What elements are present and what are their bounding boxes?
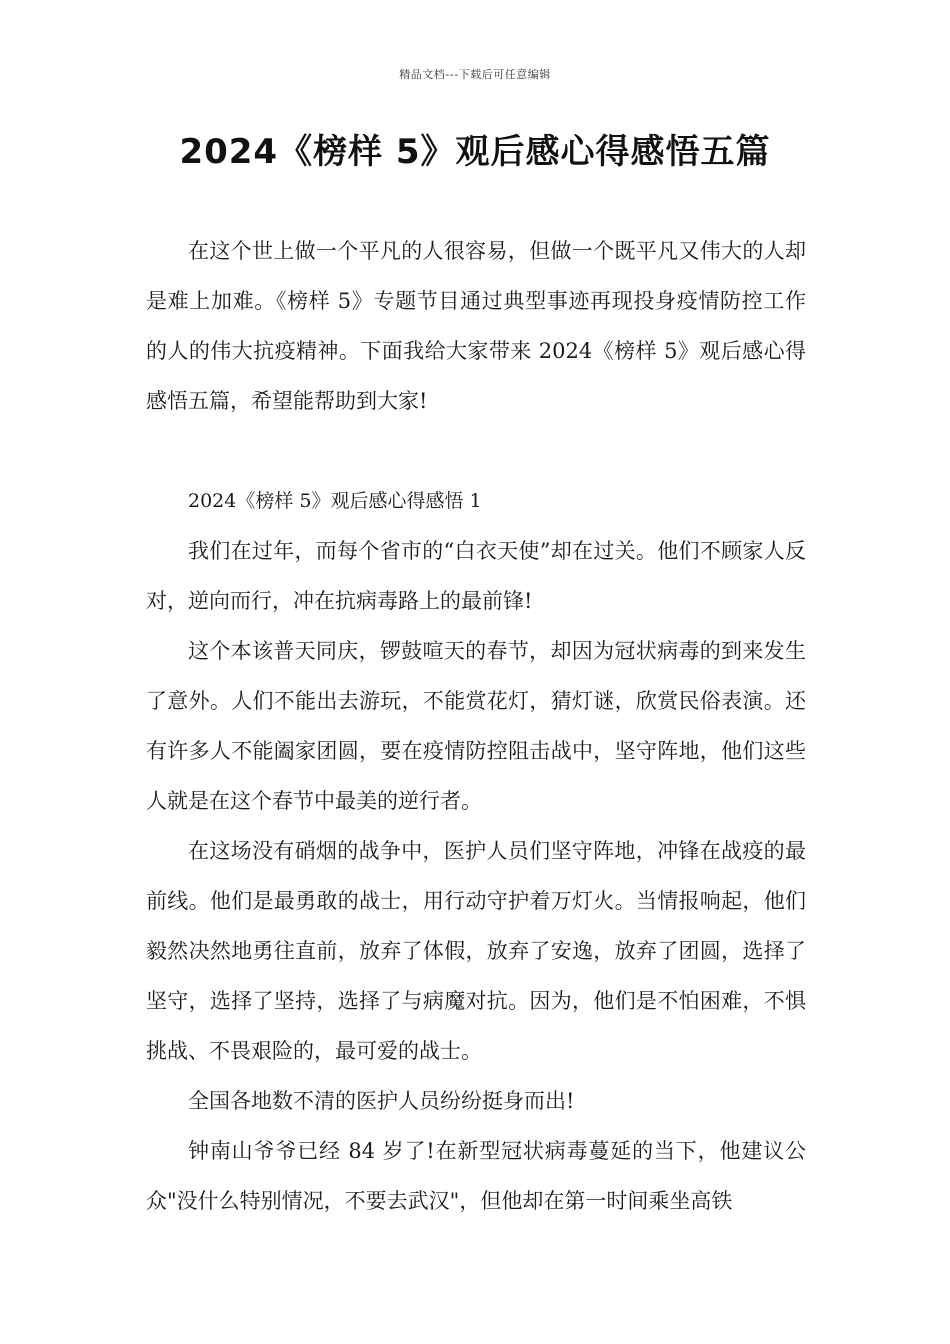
section-heading: 2024《榜样 5》观后感心得感悟 1	[188, 490, 482, 512]
paragraph: 我们在过年，而每个省市的“白衣天使”却在过关。他们不顾家人反对，逆向而行，冲在抗病毒路上的最前锋!	[146, 539, 806, 613]
paragraph: 这个本该普天同庆，锣鼓喧天的春节，却因为冠状病毒的到来发生了意外。人们不能出去游玩，不能赏花灯，猜灯谜，欣赏民俗表演。还有许多人不能阖家团圆，要在疫情防控阻击战中，坚守阵地，他们这些人就是在这个春节中最美的逆行者。	[146, 639, 806, 813]
page-title: 2024《榜样 5》观后感心得感悟五篇	[179, 132, 771, 172]
paragraph: 钟南山爷爷已经 84 岁了!在新型冠状病毒蔓延的当下，他建议公众"没什么特别情况，不要去武汉"，但他却在第一时间乘坐高铁	[146, 1139, 806, 1213]
paragraph: 全国各地数不清的医护人员纷纷挺身而出!	[188, 1089, 575, 1113]
paragraph: 在这场没有硝烟的战争中，医护人员们坚守阵地，冲锋在战疫的最前线。他们是最勇敢的战士，用行动守护着万灯火。当情报响起，他们毅然决然地勇往直前，放弃了体假，放弃了安逸，放弃了团圆，选择了坚守，选择了坚持，选择了与病魔对抗。因为，他们是不怕困难，不惧挑战、不畏艰险的，最可爱的战士。	[146, 839, 806, 1063]
intro-paragraph: 在这个世上做一个平凡的人很容易，但做一个既平凡又伟大的人却是难上加难。《榜样 5》专题节目通过典型事迹再现投身疫情防控工作的人的伟大抗疫精神。下面我给大家带来 2024《榜样 5》观后感心得感悟五篇，希望能帮助到大家!	[146, 239, 806, 413]
header-note: 精品文档---下载后可任意编辑	[399, 68, 551, 81]
